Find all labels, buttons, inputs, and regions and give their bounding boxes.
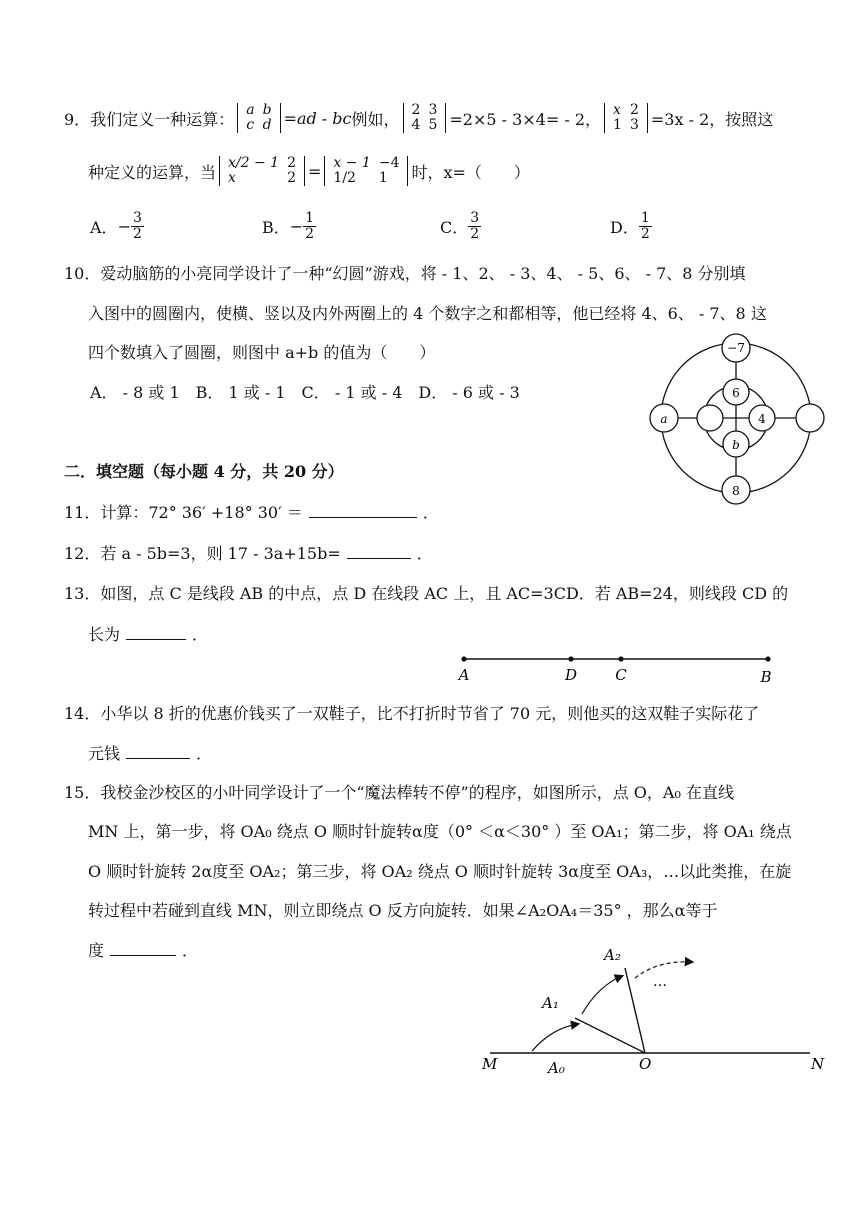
q15-line4: 转过程中若碰到直线 MN，则立即绕点 O 反方向旋转．如果∠A₂OA₄＝35° ，那么α等于 (88, 901, 718, 920)
q9-option-a: A． − $\frac{3}{2}$ (90, 209, 142, 242)
def-rhs: =ad - bc (283, 108, 352, 128)
q15-line2: MN 上，第一步，将 OA₀ 绕点 O 顺时针旋转α度（0° ＜α＜30° ）至 OA₁；第二步，将 OA₁ 绕点 (88, 822, 792, 841)
det-example2: x 2 1 3 (604, 103, 648, 133)
q10-line3: 四个数填入了圆圈，则图中 a+b 的值为（ ） (88, 343, 436, 362)
q9-line2 (88, 146, 530, 196)
det-lhs: x/2 − 1 2 x 2 (219, 156, 305, 186)
det-example1: 2 3 4 5 (403, 103, 447, 133)
node-inner-left (697, 405, 723, 431)
q14-blank (126, 744, 190, 759)
det-definition: a b c d (237, 103, 280, 133)
q14-line2: 元钱 ． (88, 744, 213, 763)
label-bottom: 8 (732, 484, 740, 498)
q13-line1: 13．如图，点 C 是线段 AB 的中点，点 D 在线段 AC 上，且 AC=3CD．若 AB=24，则线段 CD 的 (64, 584, 789, 603)
label-a2: A₂ (604, 946, 621, 964)
label-m: M (482, 1055, 498, 1073)
point-a-label: A (458, 666, 470, 684)
equals-sign: = (308, 161, 322, 181)
q13-line2: 长为 ． (88, 625, 209, 644)
point-b-label: B (760, 668, 772, 686)
q9-intro: 我们定义一种运算： (90, 109, 235, 129)
point-c-label: C (615, 666, 627, 684)
q15-line5: 度 ． (88, 941, 199, 960)
q9-line2-tail: 时，x=（ ） (411, 162, 530, 182)
rotation-figure (470, 938, 840, 1088)
q9-line2-lead: 种定义的运算，当 (88, 162, 217, 182)
q9-option-d: D． $\frac{1}{2}$ (610, 209, 650, 242)
q9-number: 9． (64, 109, 91, 129)
label-a0: A₀ (548, 1059, 565, 1077)
label-n: N (811, 1055, 825, 1073)
q9-line1 (64, 100, 773, 136)
q12-blank (347, 544, 411, 559)
label-top: −7 (727, 341, 745, 355)
example-lead: 例如， (351, 109, 400, 129)
label-dots: … (653, 974, 667, 990)
q15-line1: 15．我校金沙校区的小叶同学设计了一个“魔法棒转不停”的程序，如图所示，点 O，A₀ 在直线 (64, 783, 734, 802)
point-d-label: D (564, 666, 578, 684)
label-a1: A₁ (542, 994, 559, 1012)
q13-blank (126, 625, 186, 640)
q9-option-c: C． $\frac{3}{2}$ (440, 209, 480, 242)
q10-line1: 10．爱动脑筋的小亮同学设计了一种“幻圆”游戏，将 - 1、2、 - 3、4、 - 5、6、 - 7、8 分别填 (64, 264, 746, 283)
q15-blank (110, 941, 176, 956)
ex2-rhs: =3x - 2，按照这 (650, 109, 774, 129)
q11: 11．计算：72° 36′ +18° 30′ ＝ ． (64, 503, 439, 522)
q10-line2: 入图中的圆圈内，使横、竖以及内外两圈上的 4 个数字之和都相等，他已经将 4、6、 - 7、8 这 (88, 304, 767, 323)
ex1-rhs: =2×5 - 3×4= - 2， (449, 109, 602, 129)
label-inner-top: 6 (732, 386, 740, 400)
q11-blank (309, 503, 417, 518)
q9-option-b: B． − $\frac{1}{2}$ (262, 209, 315, 242)
label-inner-bottom: b (732, 438, 740, 452)
q10-options: A． - 8 或 1 B． 1 或 - 1 C． - 1 或 - 4 D． - 6 或 - 3 (90, 383, 520, 402)
q14-line1: 14．小华以 8 折的优惠价钱买了一双鞋子，比不打折时节省了 70 元，则他买的这双鞋子实际花了 (64, 704, 760, 723)
section-heading: 二．填空题（每小题 4 分，共 20 分） (64, 462, 344, 481)
node-right (796, 404, 824, 432)
q12: 12．若 a - 5b=3，则 17 - 3a+15b= ． (64, 544, 433, 563)
segment-figure (450, 648, 780, 688)
q15-line3: O 顺时针旋转 2α度至 OA₂；第三步，将 OA₂ 绕点 O 顺时针旋转 3α度至 OA₃，…以此类推，在旋 (88, 862, 792, 881)
label-o: O (639, 1055, 652, 1073)
magic-circle-figure (640, 332, 840, 512)
label-inner-right: 4 (758, 412, 766, 426)
det-rhs: x − 1 −4 1/2 1 (324, 156, 408, 186)
label-left: a (660, 412, 668, 426)
